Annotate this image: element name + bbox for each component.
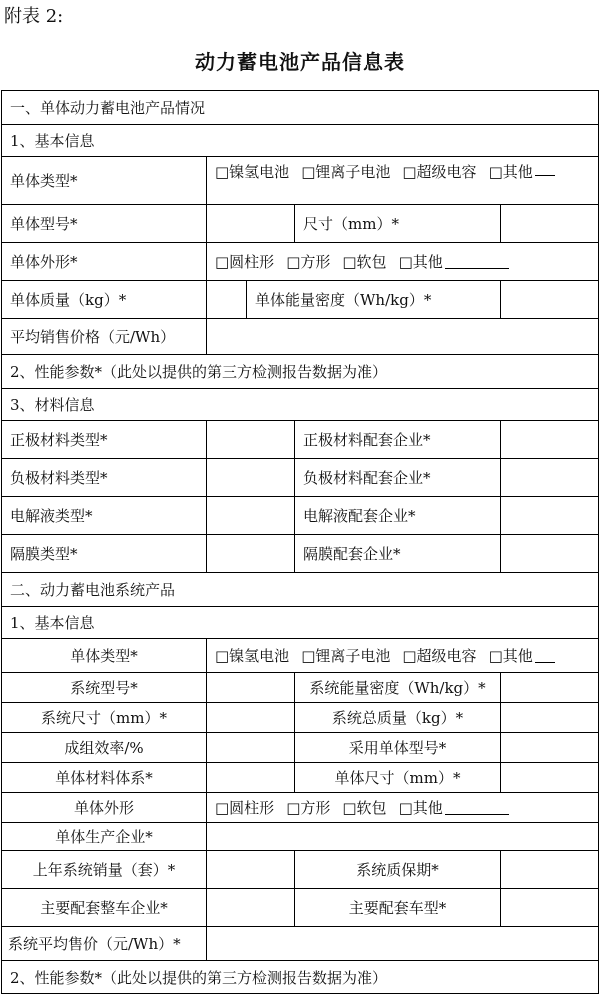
s1-electrolyte-type-value[interactable] bbox=[206, 496, 294, 534]
s2-sys-mass-label: 系统总质量（kg）* bbox=[294, 702, 500, 732]
s2-shape-square[interactable]: □方形 bbox=[286, 798, 331, 817]
s1-separator-supplier-label: 隔膜配套企业* bbox=[294, 534, 500, 572]
s2-group-efficiency-label: 成组效率/% bbox=[1, 732, 206, 762]
s1-electrolyte-type-label: 电解液类型* bbox=[1, 496, 206, 534]
s2-group-efficiency-value[interactable] bbox=[206, 732, 294, 762]
s1-cathode-supplier-label: 正极材料配套企业* bbox=[294, 420, 500, 458]
s1-avg-price-label: 平均销售价格（元/Wh） bbox=[1, 318, 206, 354]
s2-warranty-label: 系统质保期* bbox=[294, 850, 500, 888]
s2-shape-cylinder[interactable]: □圆柱形 bbox=[215, 798, 275, 817]
s1-shape-options bbox=[206, 242, 599, 280]
s1-shape-square[interactable]: □方形 bbox=[286, 252, 331, 271]
s1-opt-nimh[interactable]: □镍氢电池 bbox=[215, 163, 290, 181]
s2-sys-model-value[interactable] bbox=[206, 672, 294, 702]
s2-performance-heading: 2、性能参数*（此处以提供的第三方检测报告数据为准） bbox=[1, 960, 599, 994]
s2-main-vehicle-maker-value[interactable] bbox=[206, 888, 294, 926]
s2-cell-maker-label: 单体生产企业* bbox=[1, 822, 206, 850]
s1-shape-label: 单体外形* bbox=[1, 242, 206, 280]
s1-electrolyte-supplier-label: 电解液配套企业* bbox=[294, 496, 500, 534]
s1-anode-type-label: 负极材料类型* bbox=[1, 458, 206, 496]
s2-basic-info-heading: 1、基本信息 bbox=[1, 606, 599, 638]
s2-sys-mass-value[interactable] bbox=[500, 702, 599, 732]
s2-cell-maker-value[interactable] bbox=[206, 822, 599, 850]
s1-mass-label: 单体质量（kg）* bbox=[1, 280, 206, 318]
s2-shape-other-blank[interactable] bbox=[445, 800, 509, 815]
s2-sys-size-label: 系统尺寸（mm）* bbox=[1, 702, 206, 732]
s1-cell-type-label: 单体类型* bbox=[1, 156, 206, 204]
s1-size-label: 尺寸（mm）* bbox=[294, 204, 500, 242]
s2-avg-price-value[interactable] bbox=[206, 926, 599, 960]
s1-opt-li-ion[interactable]: □锂离子电池 bbox=[301, 163, 391, 181]
s2-sys-energy-density-value[interactable] bbox=[500, 672, 599, 702]
s1-cathode-type-value[interactable] bbox=[206, 420, 294, 458]
s2-last-year-sales-label: 上年系统销量（套）* bbox=[1, 850, 206, 888]
s1-cell-model-value[interactable] bbox=[206, 204, 294, 242]
s1-cell-model-label: 单体型号* bbox=[1, 204, 206, 242]
s2-opt-nimh[interactable]: □镍氢电池 bbox=[215, 646, 290, 665]
s1-mass-value[interactable] bbox=[206, 280, 246, 318]
s2-last-year-sales-value[interactable] bbox=[206, 850, 294, 888]
s1-electrolyte-supplier-value[interactable] bbox=[500, 496, 599, 534]
s1-material-heading: 3、材料信息 bbox=[1, 388, 599, 420]
appendix-label: 附表 2: bbox=[4, 6, 64, 27]
s1-anode-supplier-label: 负极材料配套企业* bbox=[294, 458, 500, 496]
s2-shape-pouch[interactable]: □软包 bbox=[342, 798, 387, 817]
s2-cell-material-label: 单体材料体系* bbox=[1, 762, 206, 792]
s2-opt-other[interactable]: □其他 bbox=[488, 646, 533, 665]
s2-main-vehicle-model-value[interactable] bbox=[500, 888, 599, 926]
s1-shape-other[interactable]: □其他 bbox=[398, 252, 443, 271]
s1-size-value[interactable] bbox=[500, 204, 599, 242]
s2-opt-li-ion[interactable]: □锂离子电池 bbox=[301, 646, 391, 665]
s1-separator-supplier-value[interactable] bbox=[500, 534, 599, 572]
s2-main-vehicle-maker-label: 主要配套整车企业* bbox=[1, 888, 206, 926]
s2-warranty-value[interactable] bbox=[500, 850, 599, 888]
s2-shape-other[interactable]: □其他 bbox=[398, 798, 443, 817]
s1-shape-other-blank[interactable] bbox=[445, 254, 509, 269]
s1-separator-type-label: 隔膜类型* bbox=[1, 534, 206, 572]
s1-opt-supercap[interactable]: □超级电容 bbox=[402, 163, 477, 181]
page-title: 动力蓄电池产品信息表 bbox=[195, 50, 405, 74]
s2-opt-supercap[interactable]: □超级电容 bbox=[402, 646, 477, 665]
s2-cell-shape-label: 单体外形 bbox=[1, 792, 206, 822]
s2-cell-type-label: 单体类型* bbox=[1, 638, 206, 672]
s2-sys-energy-density-label: 系统能量密度（Wh/kg）* bbox=[294, 672, 500, 702]
s2-cell-material-value[interactable] bbox=[206, 762, 294, 792]
s2-sys-size-value[interactable] bbox=[206, 702, 294, 732]
s2-sys-model-label: 系统型号* bbox=[1, 672, 206, 702]
s1-shape-pouch[interactable]: □软包 bbox=[342, 252, 387, 271]
s2-other-blank[interactable] bbox=[535, 648, 555, 663]
s1-energy-density-label: 单体能量密度（Wh/kg）* bbox=[246, 280, 500, 318]
s1-anode-supplier-value[interactable] bbox=[500, 458, 599, 496]
s1-cell-type-options bbox=[206, 156, 599, 204]
s1-anode-type-value[interactable] bbox=[206, 458, 294, 496]
s2-cell-model-used-label: 采用单体型号* bbox=[294, 732, 500, 762]
s1-other-blank[interactable] bbox=[535, 161, 555, 176]
section-1-heading: 一、单体动力蓄电池产品情况 bbox=[1, 90, 599, 124]
info-form bbox=[0, 90, 600, 994]
s1-avg-price-value[interactable] bbox=[206, 318, 599, 354]
s1-opt-other[interactable]: □其他 bbox=[488, 163, 533, 181]
s1-energy-density-value[interactable] bbox=[500, 280, 599, 318]
s2-cell-size-value[interactable] bbox=[500, 762, 599, 792]
s2-cell-type-options bbox=[206, 638, 599, 672]
s2-cell-model-used-value[interactable] bbox=[500, 732, 599, 762]
s1-cathode-supplier-value[interactable] bbox=[500, 420, 599, 458]
s2-main-vehicle-model-label: 主要配套车型* bbox=[294, 888, 500, 926]
s1-basic-info-heading: 1、基本信息 bbox=[1, 124, 599, 156]
s2-cell-shape-options bbox=[206, 792, 599, 822]
section-2-heading: 二、动力蓄电池系统产品 bbox=[1, 572, 599, 606]
s2-avg-price-label: 系统平均售价（元/Wh）* bbox=[1, 926, 206, 960]
s2-cell-size-label: 单体尺寸（mm）* bbox=[294, 762, 500, 792]
s1-shape-cylinder[interactable]: □圆柱形 bbox=[215, 252, 275, 271]
s1-performance-heading: 2、性能参数*（此处以提供的第三方检测报告数据为准） bbox=[1, 354, 599, 388]
s1-cathode-type-label: 正极材料类型* bbox=[1, 420, 206, 458]
s1-separator-type-value[interactable] bbox=[206, 534, 294, 572]
